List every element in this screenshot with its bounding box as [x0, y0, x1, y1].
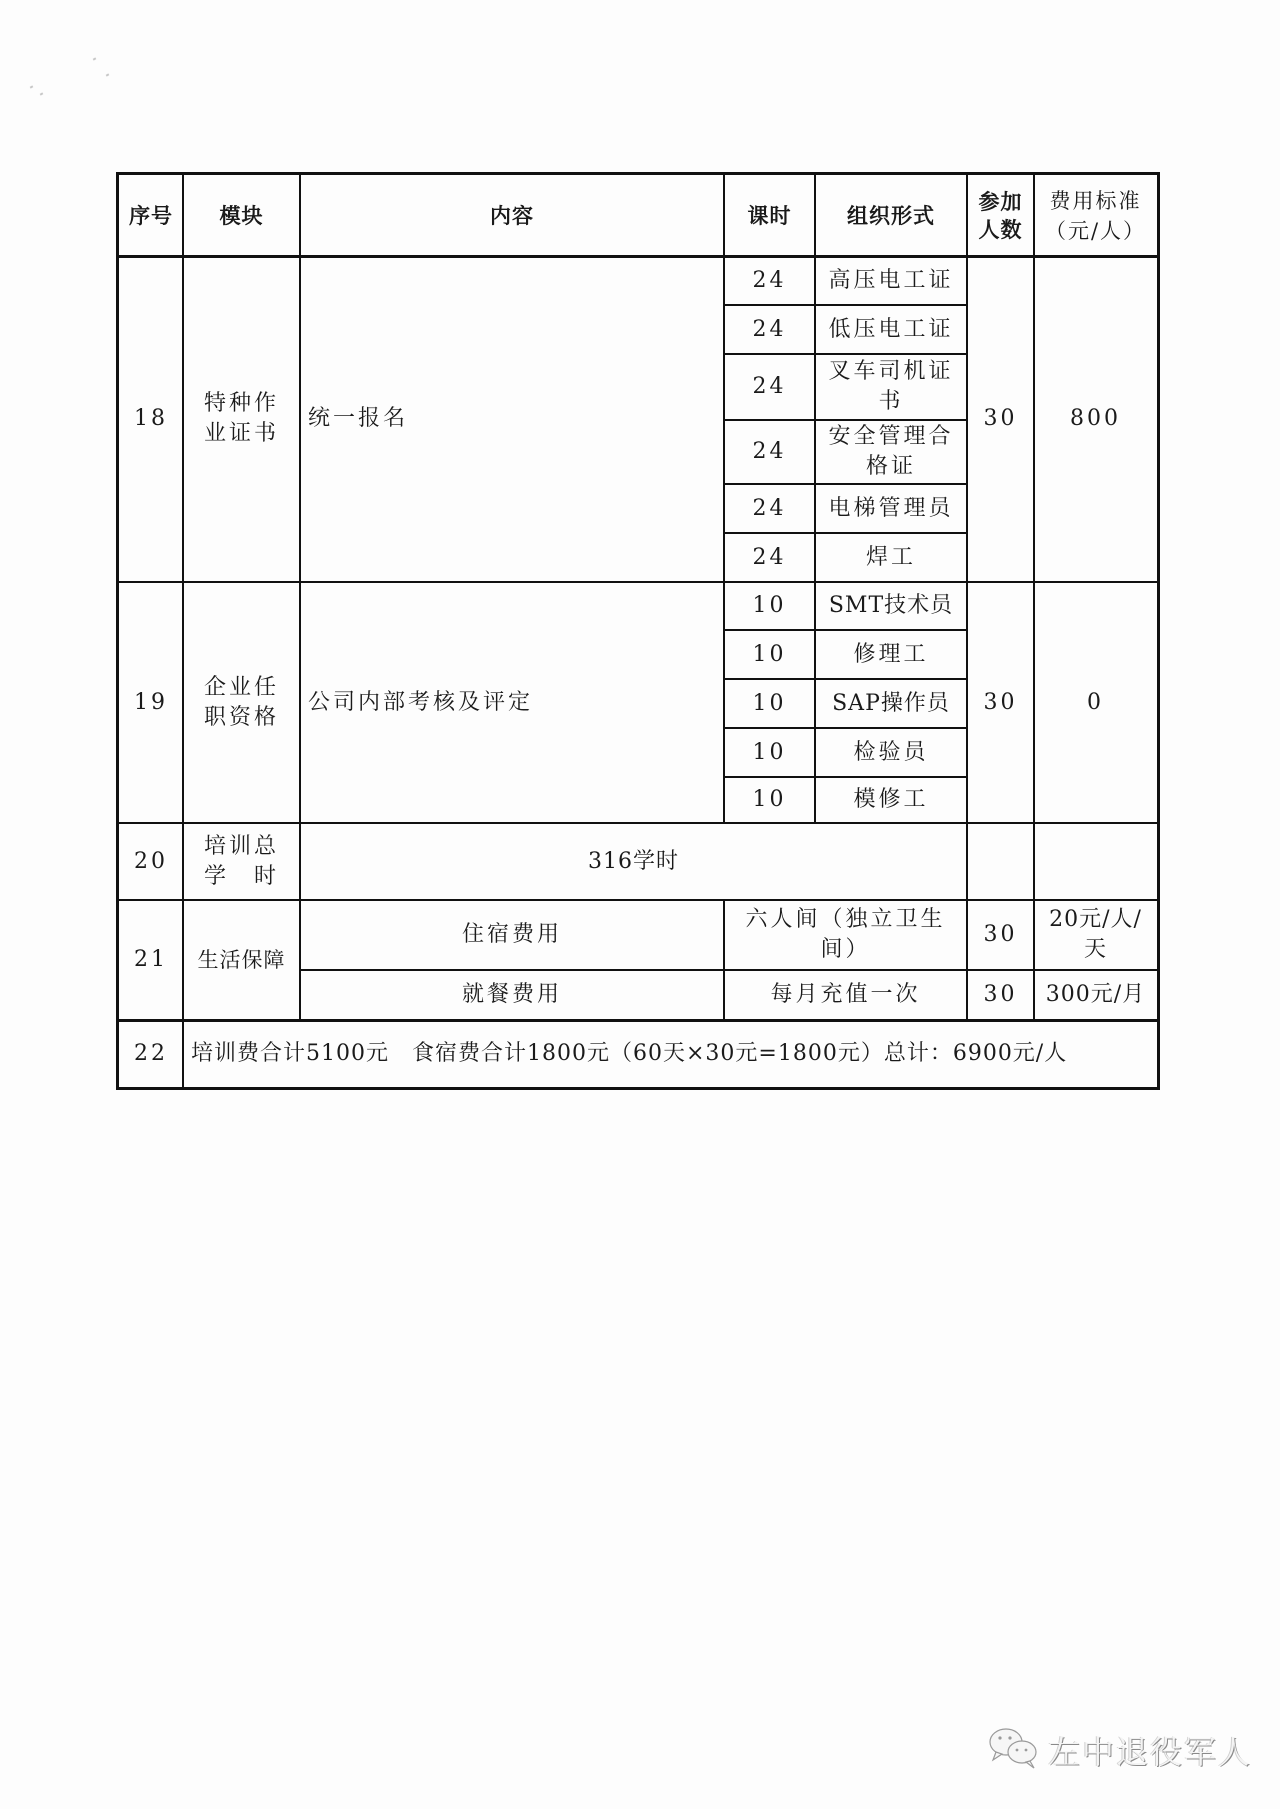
- grid-line: [724, 629, 967, 631]
- grid-line: [119, 1019, 1157, 1022]
- row18-item6-format: 焊工: [865, 544, 916, 570]
- row21-module: 生活保障: [197, 948, 286, 972]
- row19-item1-format: SMT技术员: [828, 593, 954, 618]
- header-content: 内容: [490, 203, 534, 228]
- row21-item1-format-line2: 间）: [820, 937, 871, 962]
- row21-item2-content: 就餐费用: [461, 982, 562, 1007]
- row19-seq: 19: [134, 689, 168, 715]
- row21-seq: 21: [134, 947, 168, 972]
- grid-line: [724, 678, 967, 680]
- header-fee: [1034, 175, 1157, 256]
- row19-participants: 30: [983, 689, 1018, 715]
- row19-module: [183, 582, 300, 823]
- scan-speck: [40, 92, 44, 95]
- grid-line: [966, 175, 968, 1020]
- row19-item1-hours: 10: [752, 593, 787, 618]
- grid-line: [724, 727, 967, 729]
- row19-item5-format: 模修工: [853, 787, 929, 812]
- row21-item1-format: [724, 900, 967, 970]
- watermark: [988, 1726, 1252, 1774]
- row19-item2-hours: 10: [752, 641, 787, 667]
- row18-item1-hours: 24: [752, 267, 787, 293]
- row20-content: 316学时: [588, 848, 679, 874]
- header-module: 模块: [219, 203, 264, 228]
- row21-item1-format-line1: 六人间（独立卫生: [745, 907, 946, 932]
- row19-item3-hours: 10: [752, 690, 787, 716]
- row18-item3-format-line1: 叉车司机证: [828, 359, 954, 384]
- row20-module: [183, 823, 300, 900]
- row21-item1-participants: 30: [983, 922, 1018, 947]
- row18-item2-hours: 24: [752, 316, 787, 342]
- row19-item3-format: SAP操作员: [832, 690, 950, 716]
- training-plan-table: [116, 172, 1160, 1090]
- row21-item1-fee-line2: 天: [1083, 937, 1107, 962]
- grid-line: [119, 899, 1157, 901]
- grid-line: [119, 255, 1157, 258]
- row20-participants: [967, 823, 1034, 900]
- header-format: 组织形式: [847, 203, 935, 228]
- row18-item4-format-line2: 格证: [865, 454, 916, 479]
- row22-summary: 培训费合计5100元 食宿费合计1800元（60天×30元=1800元）总计：6900元/人: [191, 1040, 1068, 1066]
- row19-item2-format: 修理工: [853, 641, 929, 667]
- scan-speck: [30, 85, 34, 88]
- grid-line: [814, 175, 816, 823]
- row21-item1-fee: [1034, 900, 1157, 970]
- header-fee-line2: （元/人）: [1044, 218, 1147, 243]
- row21-item1-fee-line1: 20元/人/: [1049, 907, 1142, 932]
- row18-module-line2: 业证书: [203, 421, 279, 446]
- row18-item3-format-line2: 书: [878, 389, 904, 414]
- row20-module-line2: 学 时: [203, 863, 279, 889]
- row19-fee: 0: [1087, 689, 1104, 715]
- header-hours: 课时: [747, 203, 792, 228]
- watermark-text: 左中退役军人: [1048, 1733, 1253, 1771]
- grid-line: [723, 900, 725, 1020]
- grid-line: [724, 532, 967, 534]
- row21-item2-participants: 30: [983, 982, 1018, 1007]
- grid-line: [724, 483, 967, 485]
- row20-fee: [1034, 823, 1157, 900]
- row19-item4-format: 检验员: [853, 739, 929, 765]
- grid-line: [300, 969, 1157, 971]
- row18-item2-format: 低压电工证: [828, 316, 954, 342]
- row18-module: [183, 256, 300, 582]
- scan-speck: [93, 57, 97, 60]
- header-participants-line2: 人数: [978, 217, 1023, 242]
- grid-line: [724, 776, 967, 778]
- row18-item3-format: [815, 354, 967, 420]
- row21-item1-content: 住宿费用: [461, 922, 562, 947]
- row18-item6-hours: 24: [752, 544, 787, 570]
- header-participants-line1: 参加: [978, 189, 1023, 214]
- row18-participants: 30: [983, 406, 1018, 431]
- row21-item2-fee: 300元/月: [1045, 982, 1146, 1007]
- row18-item5-format: 电梯管理员: [828, 495, 954, 521]
- grid-line: [724, 353, 967, 355]
- header-participants: [967, 175, 1034, 256]
- header-fee-line1: 费用标准: [1049, 188, 1142, 213]
- row20-module-line1: 培训总: [203, 833, 279, 859]
- grid-line: [724, 304, 967, 306]
- row19-module-line1: 企业任: [203, 674, 279, 700]
- row22-seq: 22: [134, 1040, 168, 1066]
- row18-item4-hours: 24: [752, 439, 787, 464]
- grid-line: [119, 822, 1157, 824]
- scan-speck: [106, 73, 110, 76]
- row18-module-line1: 特种作: [203, 391, 279, 416]
- row19-item5-hours: 10: [752, 787, 787, 812]
- row18-item4-format: [815, 420, 967, 484]
- row18-seq: 18: [134, 406, 168, 431]
- grid-line: [1033, 175, 1035, 1020]
- wechat-icon: [988, 1726, 1040, 1774]
- row18-item1-format: 高压电工证: [828, 267, 954, 293]
- grid-line: [723, 175, 725, 823]
- row19-module-line2: 职资格: [203, 704, 279, 730]
- row18-item5-hours: 24: [752, 495, 787, 521]
- row19-item4-hours: 10: [752, 739, 787, 765]
- grid-line: [119, 581, 1157, 583]
- row21-item2-format: 每月充值一次: [770, 982, 921, 1007]
- grid-line: [724, 419, 967, 421]
- grid-line: [182, 175, 184, 1087]
- header-seq: 序号: [129, 203, 173, 228]
- grid-line: [299, 175, 301, 1020]
- row20-seq: 20: [134, 848, 168, 874]
- row18-fee: 800: [1070, 406, 1121, 431]
- row18-item3-hours: 24: [752, 374, 787, 399]
- row18-content: 统一报名: [308, 406, 409, 431]
- row19-content: 公司内部考核及评定: [308, 689, 534, 715]
- row18-item4-format-line1: 安全管理合: [828, 424, 954, 449]
